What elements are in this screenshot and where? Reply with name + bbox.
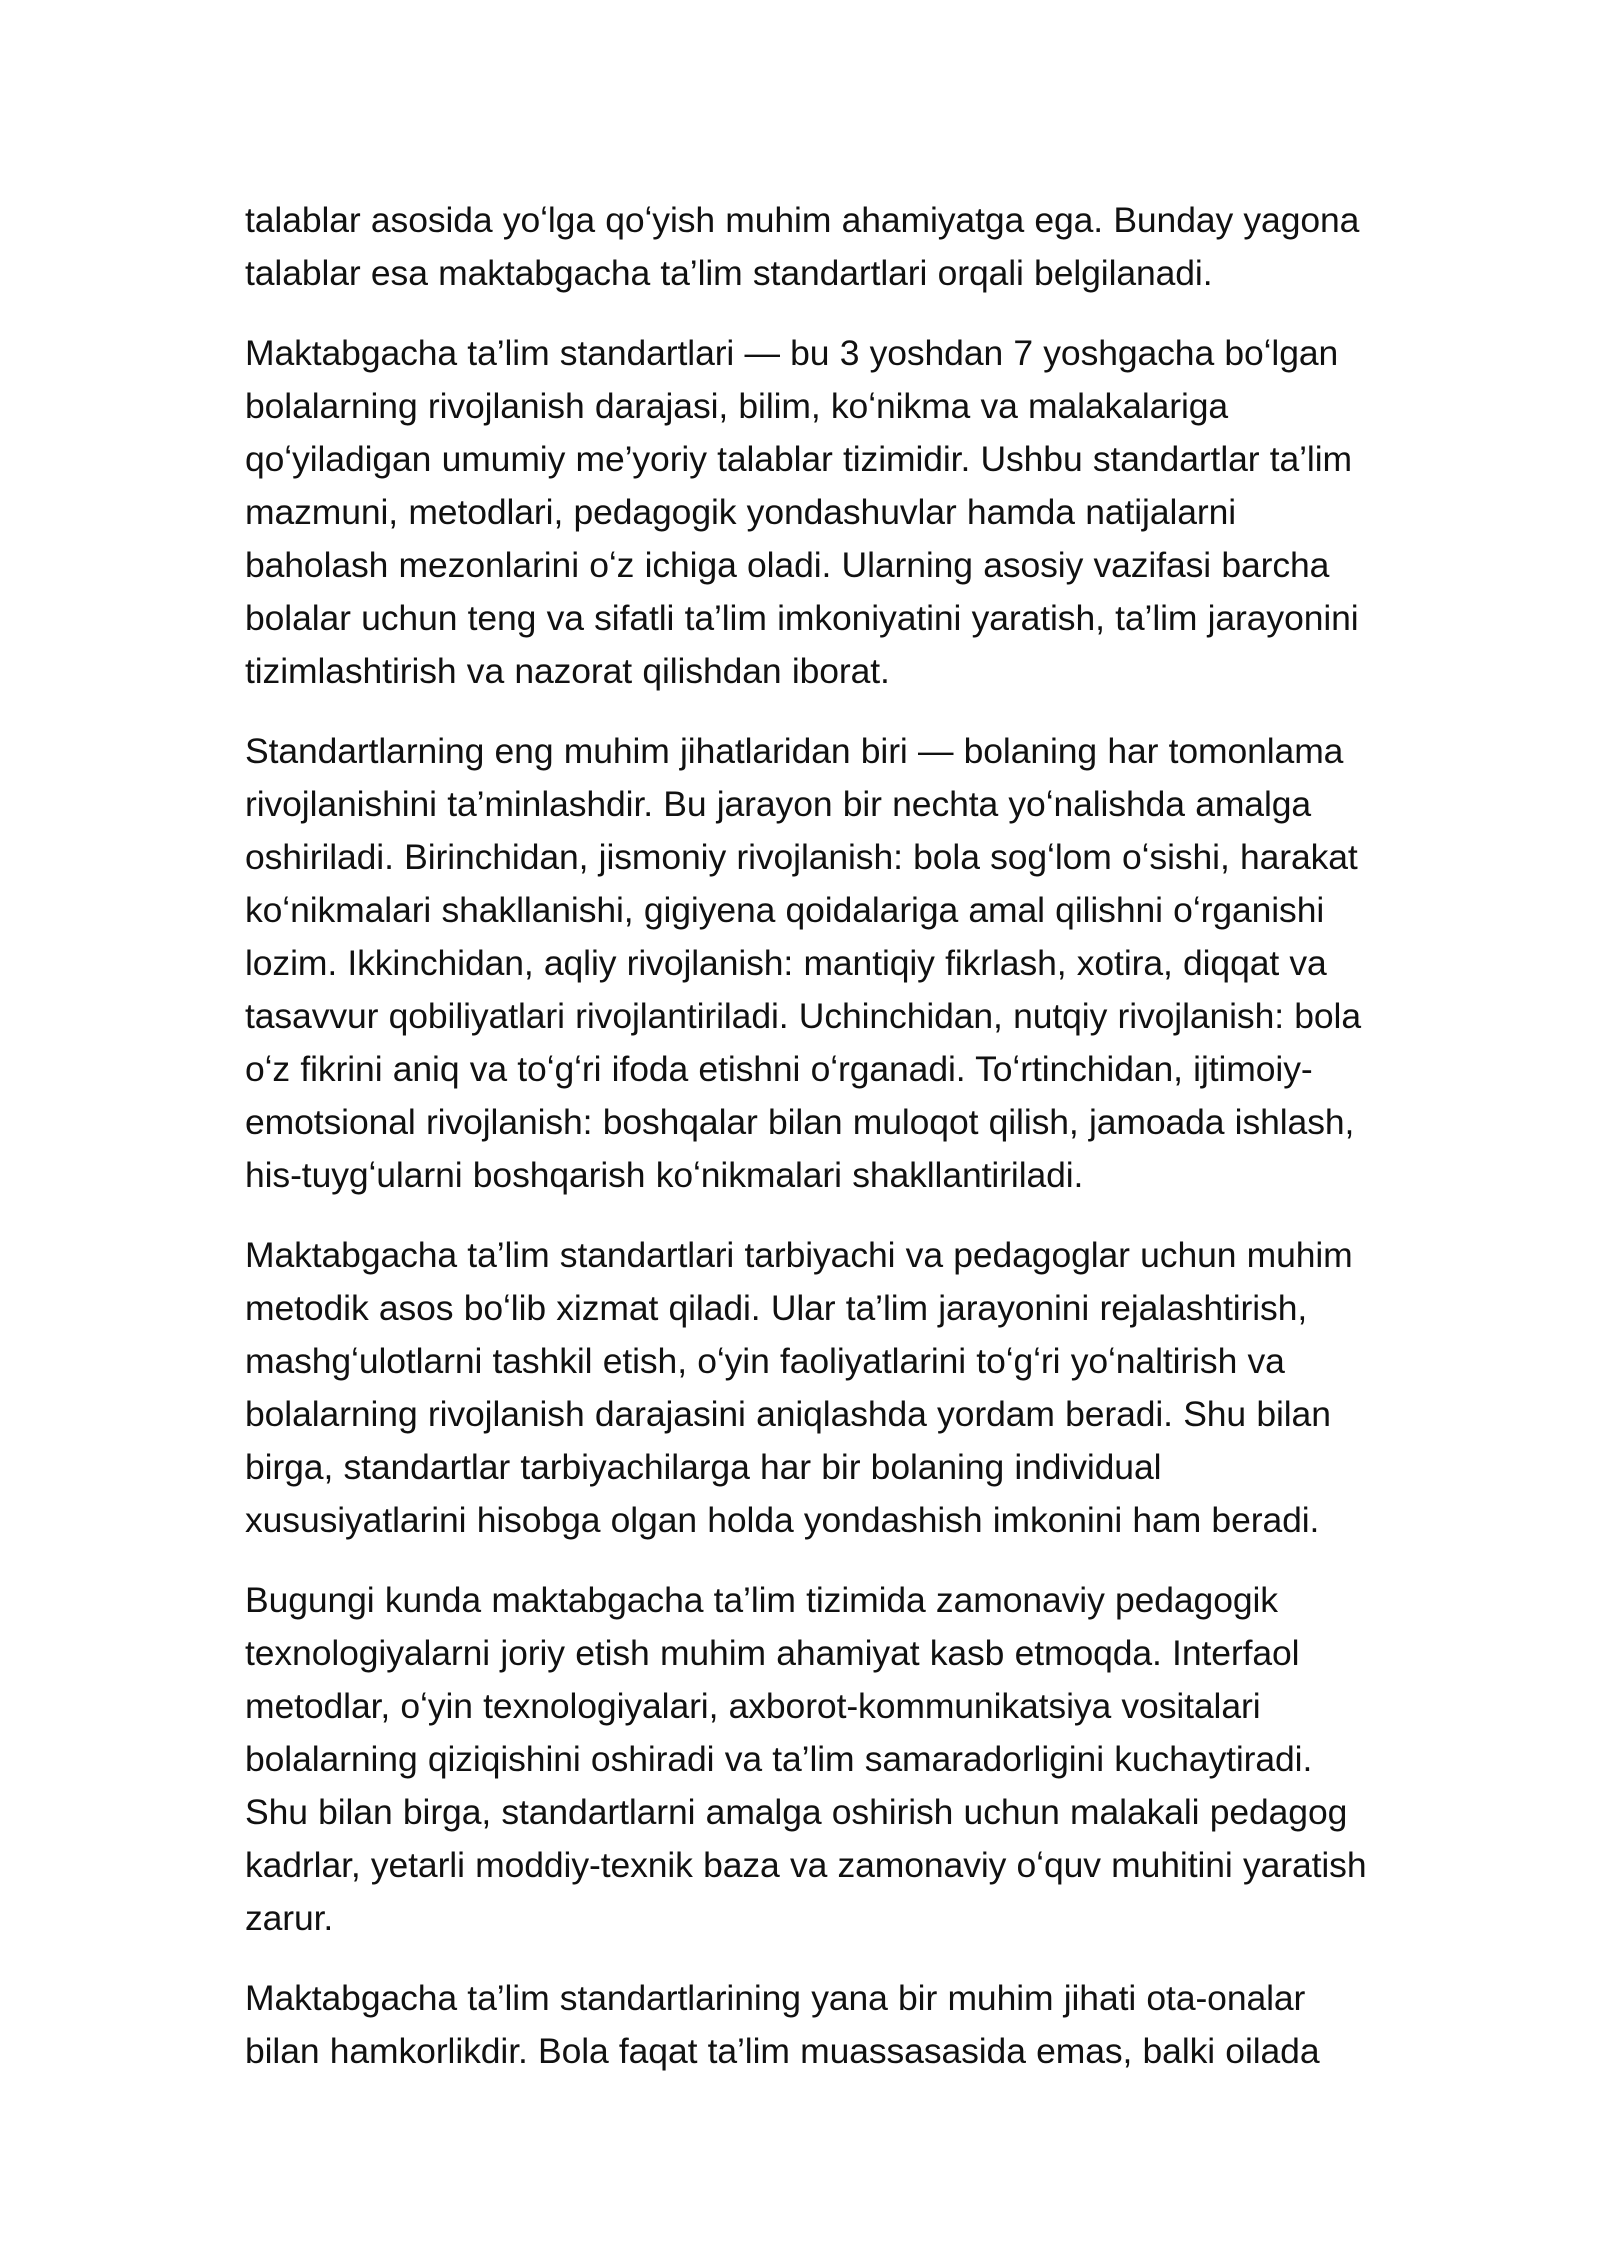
paragraph-1: talablar asosida yoʻlga qoʻyish muhim ahamiyatga ega. Bunday yagona talablar esa maktabgacha ta’lim standartlari orqali belgilanadi.	[245, 200, 1360, 293]
paragraph-6: Maktabgacha ta’lim standartlarining yana bir muhim jihati ota-onalar bilan hamkorlikdir. Bola faqat ta’lim muassasasida emas, balki oilada	[245, 1978, 1320, 2071]
paragraph-4: Maktabgacha ta’lim standartlari tarbiyachi va pedagoglar uchun muhim metodik asos boʻlib xizmat qiladi. Ular ta’lim jarayonini rejalashtirish, mashgʻulotlarni tashkil etish, oʻyin faoliyatlarini toʻgʻri yoʻnaltirish va bolalarning rivojlanish darajasini aniqlashda yordam beradi. Shu bilan birga, standartlar tarbiyachilarga har bir bolaning individual xususiyatlarini hisobga olgan holda yondashish imkonini ham beradi.	[245, 1235, 1353, 1540]
paragraph-3: Standartlarning eng muhim jihatlaridan biri — bolaning har tomonlama rivojlanishini ta’minlashdir. Bu jarayon bir nechta yoʻnalishda amalga oshiriladi. Birinchidan, jismoniy rivojlanish: bola sogʻlom oʻsishi, harakat koʻnikmalari shakllanishi, gigiyena qoidalariga amal qilishni oʻrganishi lozim. Ikkinchidan, aqliy rivojlanish: mantiqiy fikrlash, xotira, diqqat va tasavvur qobiliyatlari rivojlantiriladi. Uchinchidan, nutqiy rivojlanish: bola oʻz fikrini aniq va toʻgʻri ifoda etishni oʻrganadi. Toʻrtinchidan, ijtimoiy-emotsional rivojlanish: boshqalar bilan muloqot qilish, jamoada ishlash, his-tuygʻularni boshqarish koʻnikmalari shakllantiriladi.	[245, 731, 1361, 1195]
document-body	[245, 194, 1375, 2105]
paragraph-5: Bugungi kunda maktabgacha ta’lim tizimida zamonaviy pedagogik texnologiyalarni joriy etish muhim ahamiyat kasb etmoqda. Interfaol metodlar, oʻyin texnologiyalari, axborot-kommunikatsiya vositalari bolalarning qiziqishini oshiradi va ta’lim samaradorligini kuchaytiradi. Shu bilan birga, standartlarni amalga oshirish uchun malakali pedagog kadrlar, yetarli moddiy-texnik baza va zamonaviy oʻquv muhitini yaratish zarur.	[245, 1580, 1367, 1938]
paragraph-2: Maktabgacha ta’lim standartlari — bu 3 yoshdan 7 yoshgacha boʻlgan bolalarning rivojlanish darajasi, bilim, koʻnikma va malakalariga qoʻyiladigan umumiy me’yoriy talablar tizimidir. Ushbu standartlar ta’lim mazmuni, metodlari, pedagogik yondashuvlar hamda natijalarni baholash mezonlarini oʻz ichiga oladi. Ularning asosiy vazifasi barcha bolalar uchun teng va sifatli ta’lim imkoniyatini yaratish, ta’lim jarayonini tizimlashtirish va nazorat qilishdan iborat.	[245, 333, 1359, 691]
